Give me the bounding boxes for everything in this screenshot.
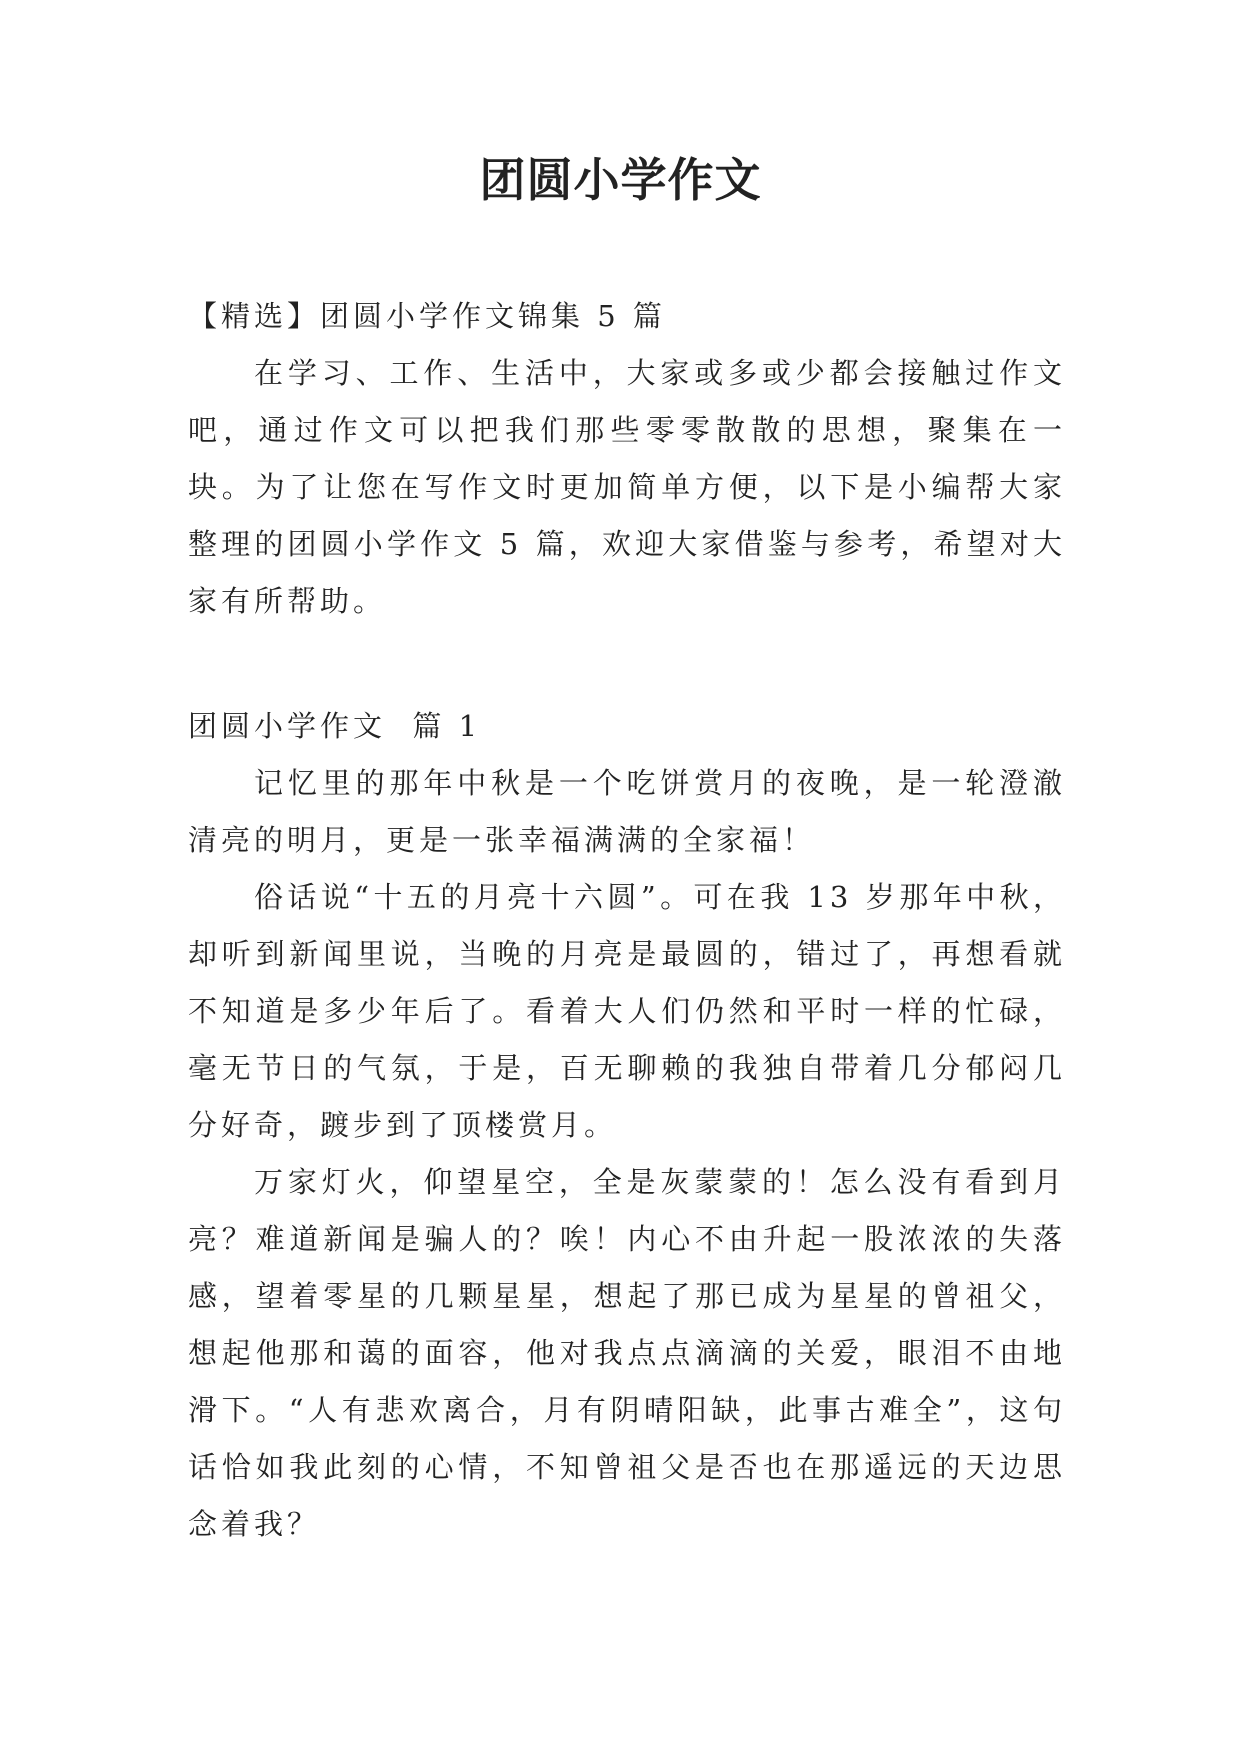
section-paragraph-3: 万家灯火，仰望星空，全是灰蒙蒙的！怎么没有看到月亮？难道新闻是骗人的？唉！内心不由升起一股浓浓的失落感，望着零星的几颗星星，想起了那已成为星星的曾祖父，想起他那和蔼的面容，他对我点点滴滴的关爱，眼泪不由地滑下。“人有悲欢离合，月有阴晴阳缺，此事古难全”，这句话恰如我此刻的心情，不知曾祖父是否也在那遥远的天边思念着我？ bbox=[188, 1165, 1066, 1541]
essay-section-1 bbox=[188, 698, 1066, 1553]
section-paragraph-2: 俗话说“十五的月亮十六圆”。可在我 13 岁那年中秋，却听到新闻里说，当晚的月亮是最圆的，错过了，再想看就不知道是多少年后了。看着大人们仍然和平时一样的忙碌，毫无节日的气氛，于是，百无聊赖的我独自带着几分郁闷几分好奇，踱步到了顶楼赏月。 bbox=[188, 880, 1066, 1142]
section-heading: 团圆小学作文 篇 1 bbox=[188, 709, 482, 743]
intro-block bbox=[188, 288, 1066, 630]
collection-subtitle: 【精选】团圆小学作文锦集 5 篇 bbox=[188, 299, 666, 333]
section-paragraph-1: 记忆里的那年中秋是一个吃饼赏月的夜晚，是一轮澄澈清亮的明月，更是一张幸福满满的全家福！ bbox=[188, 766, 1066, 857]
document-title: 团圆小学作文 bbox=[479, 153, 762, 207]
intro-paragraph: 在学习、工作、生活中，大家或多或少都会接触过作文吧，通过作文可以把我们那些零零散散的思想，聚集在一块。为了让您在写作文时更加简单方便，以下是小编帮大家整理的团圆小学作文 5 篇，欢迎大家借鉴与参考，希望对大家有所帮助。 bbox=[188, 356, 1066, 618]
